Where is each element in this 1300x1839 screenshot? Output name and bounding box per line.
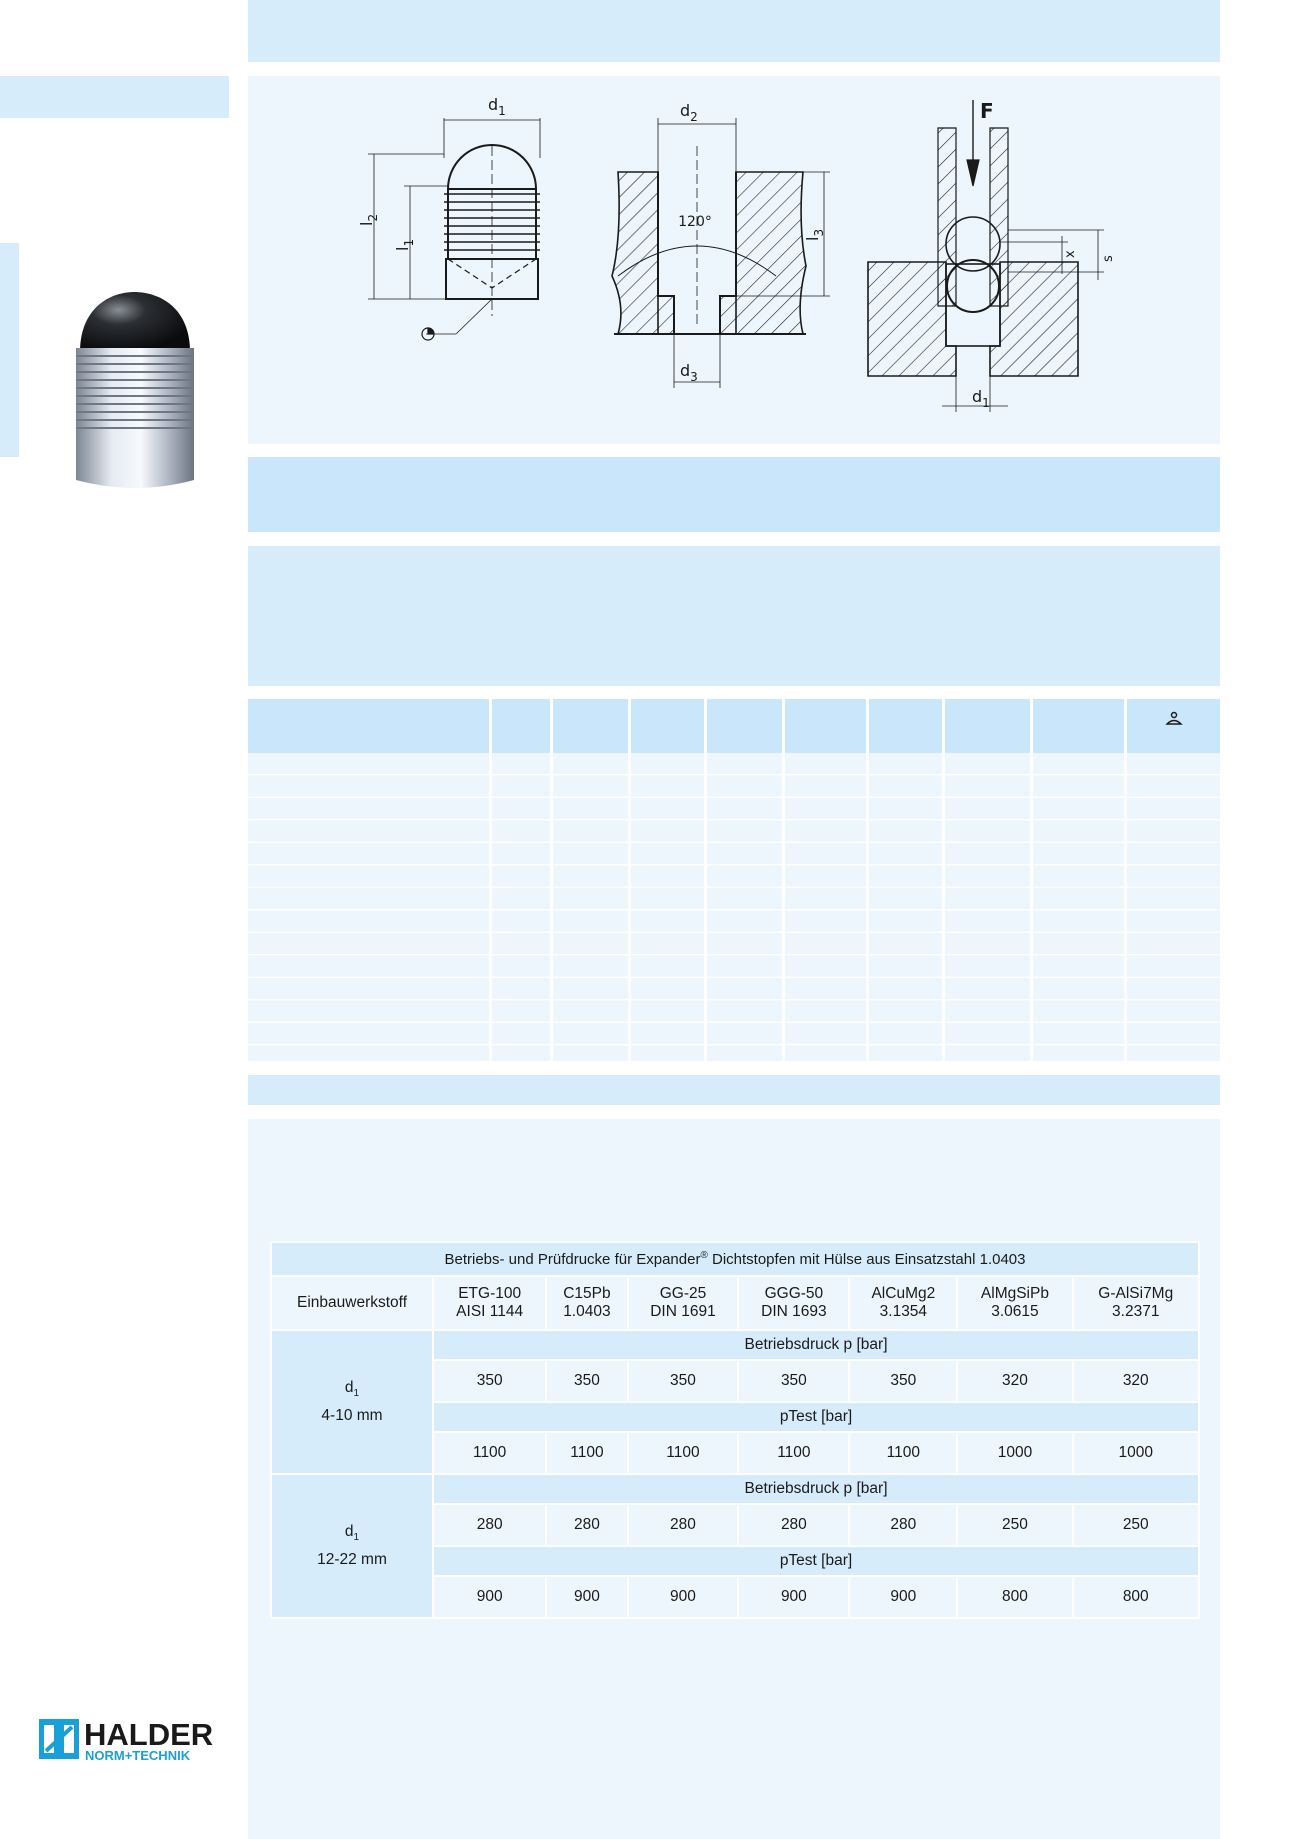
d2-label: d	[680, 101, 691, 120]
group-1-operating-row: 350 350 350 350 350 320 320	[271, 1360, 1199, 1402]
group-2-test-row: 900 900 900 900 900 800 800	[271, 1576, 1199, 1618]
material-alcumg2: AlCuMg2 3.1354	[849, 1276, 957, 1330]
material-galsi7mg: G-AlSi7Mg 3.2371	[1073, 1276, 1199, 1330]
x-label: x	[1063, 250, 1078, 258]
logo-tagline: NORM+TECHNIK	[85, 1748, 191, 1763]
side-tab-band	[0, 76, 229, 118]
d2-sub: 2	[690, 110, 698, 124]
group-1-test-label: pTest [bar]	[433, 1402, 1199, 1432]
l2-label: l	[357, 221, 376, 226]
d3-sub: 3	[690, 370, 698, 384]
d1-label: d	[488, 95, 499, 114]
svg-text:l2	[357, 214, 380, 226]
top-header-band	[248, 0, 1220, 62]
title-band	[248, 457, 1220, 532]
spec-table-body	[248, 753, 1220, 1061]
material-ggg50: GGG-50 DIN 1693	[738, 1276, 849, 1330]
weight-icon	[1164, 711, 1184, 727]
logo-brand: HALDER	[84, 1717, 214, 1752]
technical-drawings	[248, 76, 1220, 444]
d1-sub: 1	[498, 104, 506, 118]
svg-text:d3	[680, 361, 698, 384]
drawings-svg	[248, 76, 1220, 444]
group-2-operating-label: Betriebsdruck p [bar]	[433, 1474, 1199, 1504]
side-edge-strip	[0, 243, 19, 457]
note-band	[248, 1075, 1220, 1105]
d1b-sub: 1	[982, 396, 990, 410]
group-2-label: $d_1$ 12-22 mm	[271, 1474, 433, 1618]
material-etg100: ETG-100 AISI 1144	[433, 1276, 546, 1330]
l3-sub: 3	[812, 228, 826, 237]
group-1-operating-label: Betriebsdruck p [bar]	[433, 1330, 1199, 1360]
l1-sub: 1	[402, 238, 416, 247]
pressure-table	[270, 1241, 1200, 1619]
svg-text:d1	[488, 95, 506, 118]
group-2-operating-row: 280 280 280 280 280 250 250	[271, 1504, 1199, 1546]
s-label: s	[1101, 255, 1116, 262]
l2-sub: 2	[366, 213, 380, 222]
svg-text:l1	[393, 239, 416, 251]
pressure-table-title: Betriebs- und Prüfdrucke für Expander® Dichtstopfen mit Hülse aus Einsatzstahl 1.0403	[271, 1242, 1199, 1276]
plug-drawing	[368, 118, 540, 340]
d1b-label: d	[972, 387, 983, 406]
l1-label: l	[393, 246, 412, 251]
material-label: Einbauwerkstoff	[271, 1276, 433, 1330]
l3-label: l	[803, 236, 822, 241]
material-c15pb: C15Pb 1.0403	[546, 1276, 627, 1330]
svg-text:d2	[680, 101, 698, 124]
group-1-label: $d_1$ 4-10 mm	[271, 1330, 433, 1474]
svg-text:d1	[972, 387, 990, 410]
description-band	[248, 546, 1220, 686]
spec-table-header	[248, 699, 1220, 753]
group-2-test-label: pTest [bar]	[433, 1546, 1199, 1576]
group-1-test-row: 1100 1100 1100 1100 1100 1000 1000	[271, 1432, 1199, 1474]
material-almgsipb: AlMgSiPb 3.0615	[957, 1276, 1072, 1330]
product-photo	[70, 290, 200, 501]
material-gg25: GG-25 DIN 1691	[628, 1276, 739, 1330]
bore-drawing	[612, 118, 830, 388]
angle-label: 120°	[678, 214, 712, 230]
svg-text:l3	[803, 229, 826, 241]
d3-label: d	[680, 361, 691, 380]
force-label: F	[980, 99, 994, 123]
halder-logo	[38, 1717, 238, 1770]
